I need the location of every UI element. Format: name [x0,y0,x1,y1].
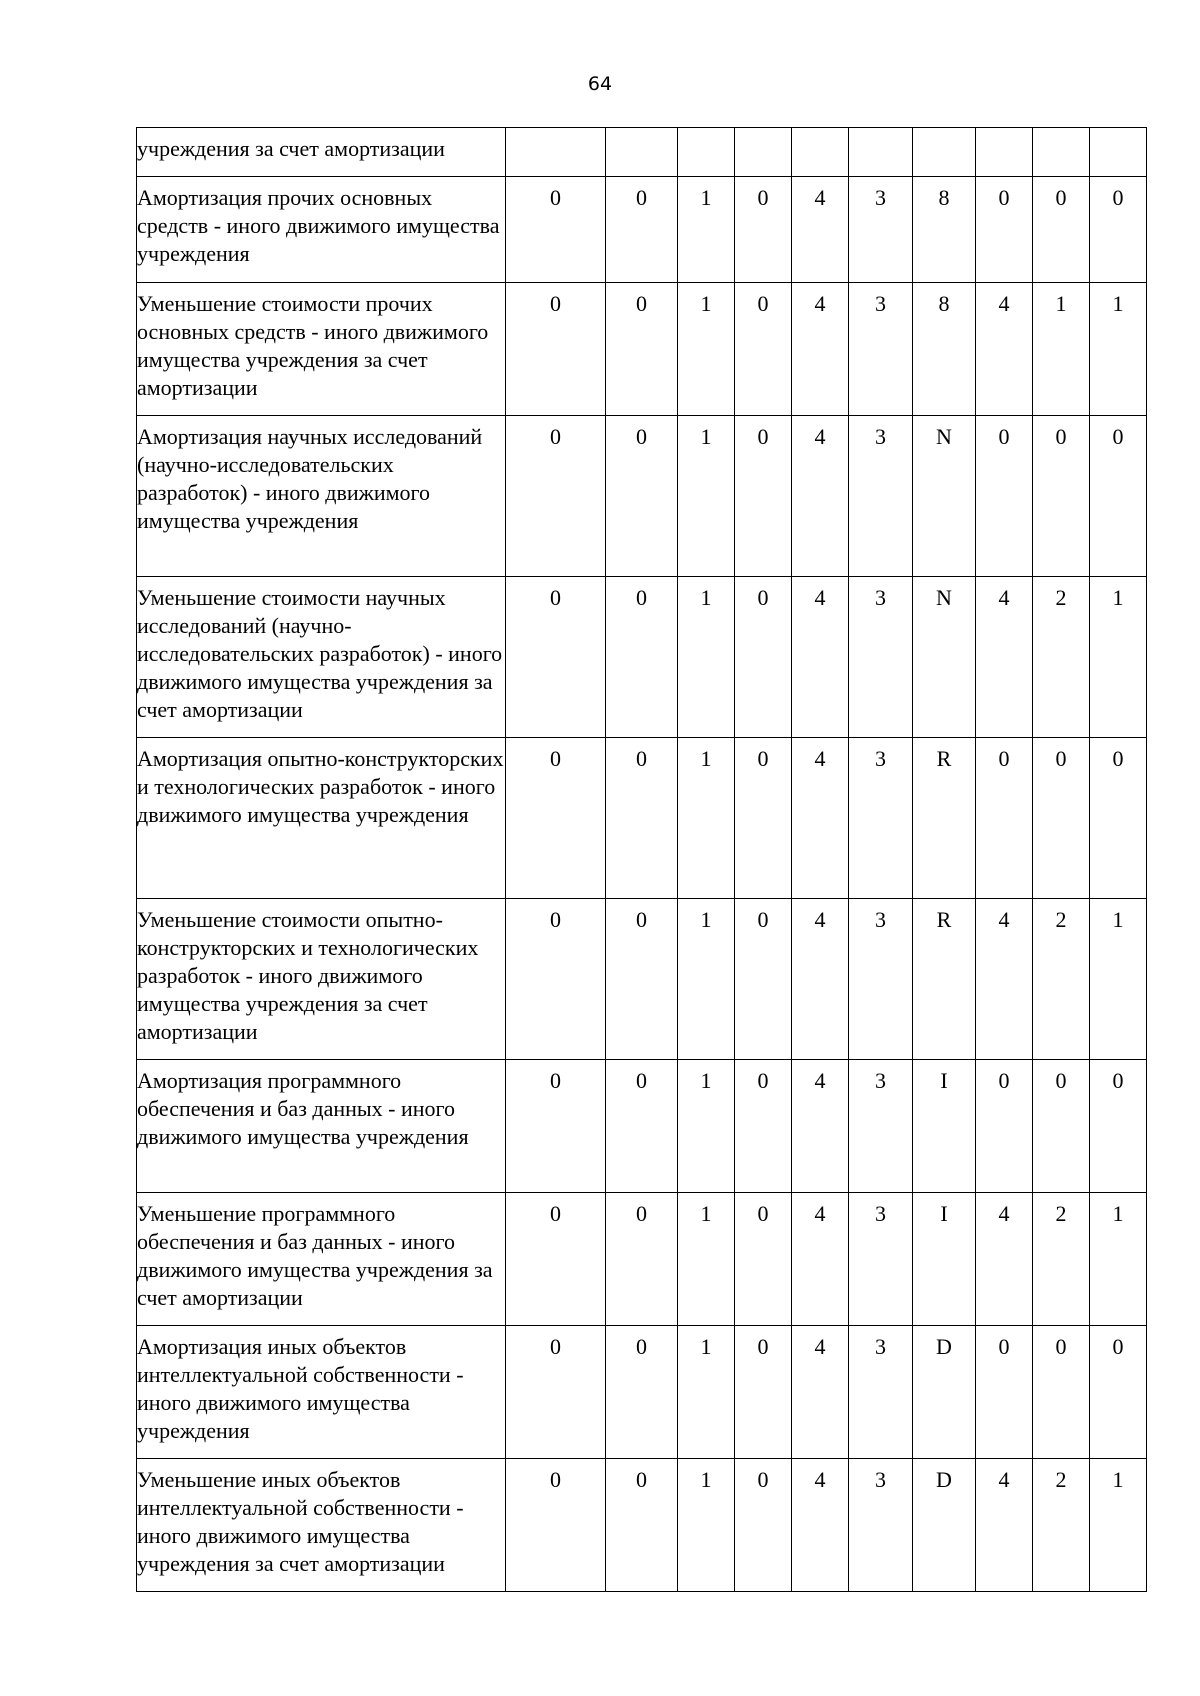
account-name-cell: Уменьшение стоимости научных исследований (научно-исследовательских разработок) - иного движимого имущества учреждения за счет амортизации [137,577,506,738]
table-row [137,1326,1147,1459]
code-digit-cell: 0 [1033,1060,1090,1193]
code-digit-cell: 0 [976,1326,1033,1459]
code-digit-cell: 4 [792,577,849,738]
code-digit-cell: 0 [735,177,792,283]
code-digit-cell: 0 [606,283,678,416]
code-digit-cell: 0 [1090,738,1147,899]
code-digit-cell: 3 [849,1060,913,1193]
code-digit-cell: 0 [1090,1060,1147,1193]
code-digit-cell: 1 [678,738,735,899]
code-digit-cell: 3 [849,1459,913,1592]
code-digit-cell: 1 [678,177,735,283]
code-digit-cell: 1 [1033,283,1090,416]
account-name-cell: Амортизация программного обеспечения и баз данных - иного движимого имущества учреждения [137,1060,506,1193]
account-name-cell: Уменьшение стоимости прочих основных средств - иного движимого имущества учреждения за счет амортизации [137,283,506,416]
code-digit-cell [735,128,792,177]
code-digit-cell: 0 [735,1459,792,1592]
code-digit-cell: 0 [606,1193,678,1326]
code-digit-cell: 1 [678,416,735,577]
code-digit-cell: 2 [1033,1193,1090,1326]
code-digit-cell: 0 [735,899,792,1060]
code-digit-cell: 0 [606,1326,678,1459]
code-digit-cell: 4 [792,1193,849,1326]
code-digit-cell: 0 [606,1459,678,1592]
code-digit-cell: 3 [849,1326,913,1459]
table-body [137,128,1147,1592]
code-digit-cell: I [913,1060,976,1193]
code-digit-cell: 0 [976,416,1033,577]
code-digit-cell [606,128,678,177]
code-digit-cell: 4 [976,577,1033,738]
code-digit-cell: 1 [678,899,735,1060]
code-digit-cell: N [913,416,976,577]
account-name-cell: Уменьшение иных объектов интеллектуальной собственности - иного движимого имущества учреждения за счет амортизации [137,1459,506,1592]
code-digit-cell: 0 [1033,416,1090,577]
code-digit-cell: 0 [506,738,606,899]
code-digit-cell: 4 [976,1193,1033,1326]
code-digit-cell: 3 [849,899,913,1060]
code-digit-cell: 0 [976,738,1033,899]
code-digit-cell: 0 [606,177,678,283]
code-digit-cell [792,128,849,177]
code-digit-cell: 0 [735,1193,792,1326]
code-digit-cell: 0 [606,577,678,738]
code-digit-cell: 4 [792,1060,849,1193]
code-digit-cell [976,128,1033,177]
code-digit-cell: 0 [506,1326,606,1459]
account-name-cell: учреждения за счет амортизации [137,128,506,177]
code-digit-cell: 4 [792,899,849,1060]
table-row [137,899,1147,1060]
code-digit-cell: 0 [976,177,1033,283]
code-digit-cell: 3 [849,577,913,738]
code-digit-cell: 3 [849,283,913,416]
code-digit-cell: 1 [678,1326,735,1459]
code-digit-cell: 2 [1033,899,1090,1060]
table-row [137,577,1147,738]
code-digit-cell: 8 [913,283,976,416]
code-digit-cell: 0 [606,899,678,1060]
code-digit-cell: 2 [1033,1459,1090,1592]
table-row [137,1060,1147,1193]
code-digit-cell: 4 [976,899,1033,1060]
page-number: 64 [587,73,613,95]
account-name-cell: Уменьшение стоимости опытно-конструкторских и технологических разработок - иного движимого имущества учреждения за счет амортизации [137,899,506,1060]
code-digit-cell: 0 [735,1326,792,1459]
code-digit-cell: 1 [678,1060,735,1193]
code-digit-cell: I [913,1193,976,1326]
code-digit-cell: 0 [1090,177,1147,283]
code-digit-cell: 1 [678,283,735,416]
code-digit-cell: N [913,577,976,738]
code-digit-cell: 3 [849,738,913,899]
code-digit-cell [913,128,976,177]
code-digit-cell [1090,128,1147,177]
code-digit-cell: 1 [678,1459,735,1592]
account-name-cell: Уменьшение программного обеспечения и баз данных - иного движимого имущества учреждения за счет амортизации [137,1193,506,1326]
code-digit-cell: 1 [1090,1193,1147,1326]
code-digit-cell: 3 [849,177,913,283]
code-digit-cell: 0 [976,1060,1033,1193]
code-digit-cell: 0 [506,1193,606,1326]
code-digit-cell: 0 [506,283,606,416]
code-digit-cell: 0 [506,177,606,283]
code-digit-cell [849,128,913,177]
code-digit-cell: 1 [678,577,735,738]
code-digit-cell: 4 [792,1459,849,1592]
code-digit-cell: 0 [506,899,606,1060]
code-digit-cell: 4 [792,283,849,416]
code-digit-cell: 4 [792,416,849,577]
code-digit-cell: 0 [506,1060,606,1193]
code-digit-cell: D [913,1326,976,1459]
account-name-cell: Амортизация прочих основных средств - иного движимого имущества учреждения [137,177,506,283]
code-digit-cell: 0 [735,738,792,899]
code-digit-cell: D [913,1459,976,1592]
table-row [137,416,1147,577]
code-digit-cell: 0 [606,1060,678,1193]
code-digit-cell: 1 [678,1193,735,1326]
code-digit-cell: 4 [792,177,849,283]
code-digit-cell: 0 [506,1459,606,1592]
code-digit-cell: 1 [1090,283,1147,416]
account-name-cell: Амортизация научных исследований (научно-исследовательских разработок) - иного движимого имущества учреждения [137,416,506,577]
table-row [137,1193,1147,1326]
code-digit-cell: 1 [1090,577,1147,738]
code-digit-cell: 8 [913,177,976,283]
code-digit-cell: 4 [976,1459,1033,1592]
code-digit-cell: 0 [606,416,678,577]
code-digit-cell: 1 [1090,1459,1147,1592]
code-digit-cell: 0 [735,416,792,577]
account-name-cell: Амортизация опытно-конструкторских и технологических разработок - иного движимого имущества учреждения [137,738,506,899]
table-row [137,1459,1147,1592]
table-row [137,738,1147,899]
table-row [137,177,1147,283]
code-digit-cell: 4 [792,738,849,899]
code-digit-cell: 0 [735,577,792,738]
code-digit-cell: 0 [1090,1326,1147,1459]
code-digit-cell: 0 [506,577,606,738]
code-digit-cell: 2 [1033,577,1090,738]
code-digit-cell [678,128,735,177]
code-digit-cell: 0 [735,283,792,416]
code-digit-cell: R [913,899,976,1060]
code-digit-cell: 4 [792,1326,849,1459]
code-digit-cell: 0 [1033,738,1090,899]
code-digit-cell: R [913,738,976,899]
code-digit-cell: 0 [735,1060,792,1193]
code-digit-cell: 0 [606,738,678,899]
code-digit-cell: 3 [849,1193,913,1326]
table-row [137,283,1147,416]
code-digit-cell [506,128,606,177]
code-digit-cell: 0 [1090,416,1147,577]
account-code-table [136,127,1147,1592]
code-digit-cell: 0 [1033,1326,1090,1459]
code-digit-cell [1033,128,1090,177]
table-row [137,128,1147,177]
account-name-cell: Амортизация иных объектов интеллектуальной собственности - иного движимого имущества учреждения [137,1326,506,1459]
code-digit-cell: 0 [506,416,606,577]
code-digit-cell: 3 [849,416,913,577]
code-digit-cell: 0 [1033,177,1090,283]
code-digit-cell: 1 [1090,899,1147,1060]
code-digit-cell: 4 [976,283,1033,416]
